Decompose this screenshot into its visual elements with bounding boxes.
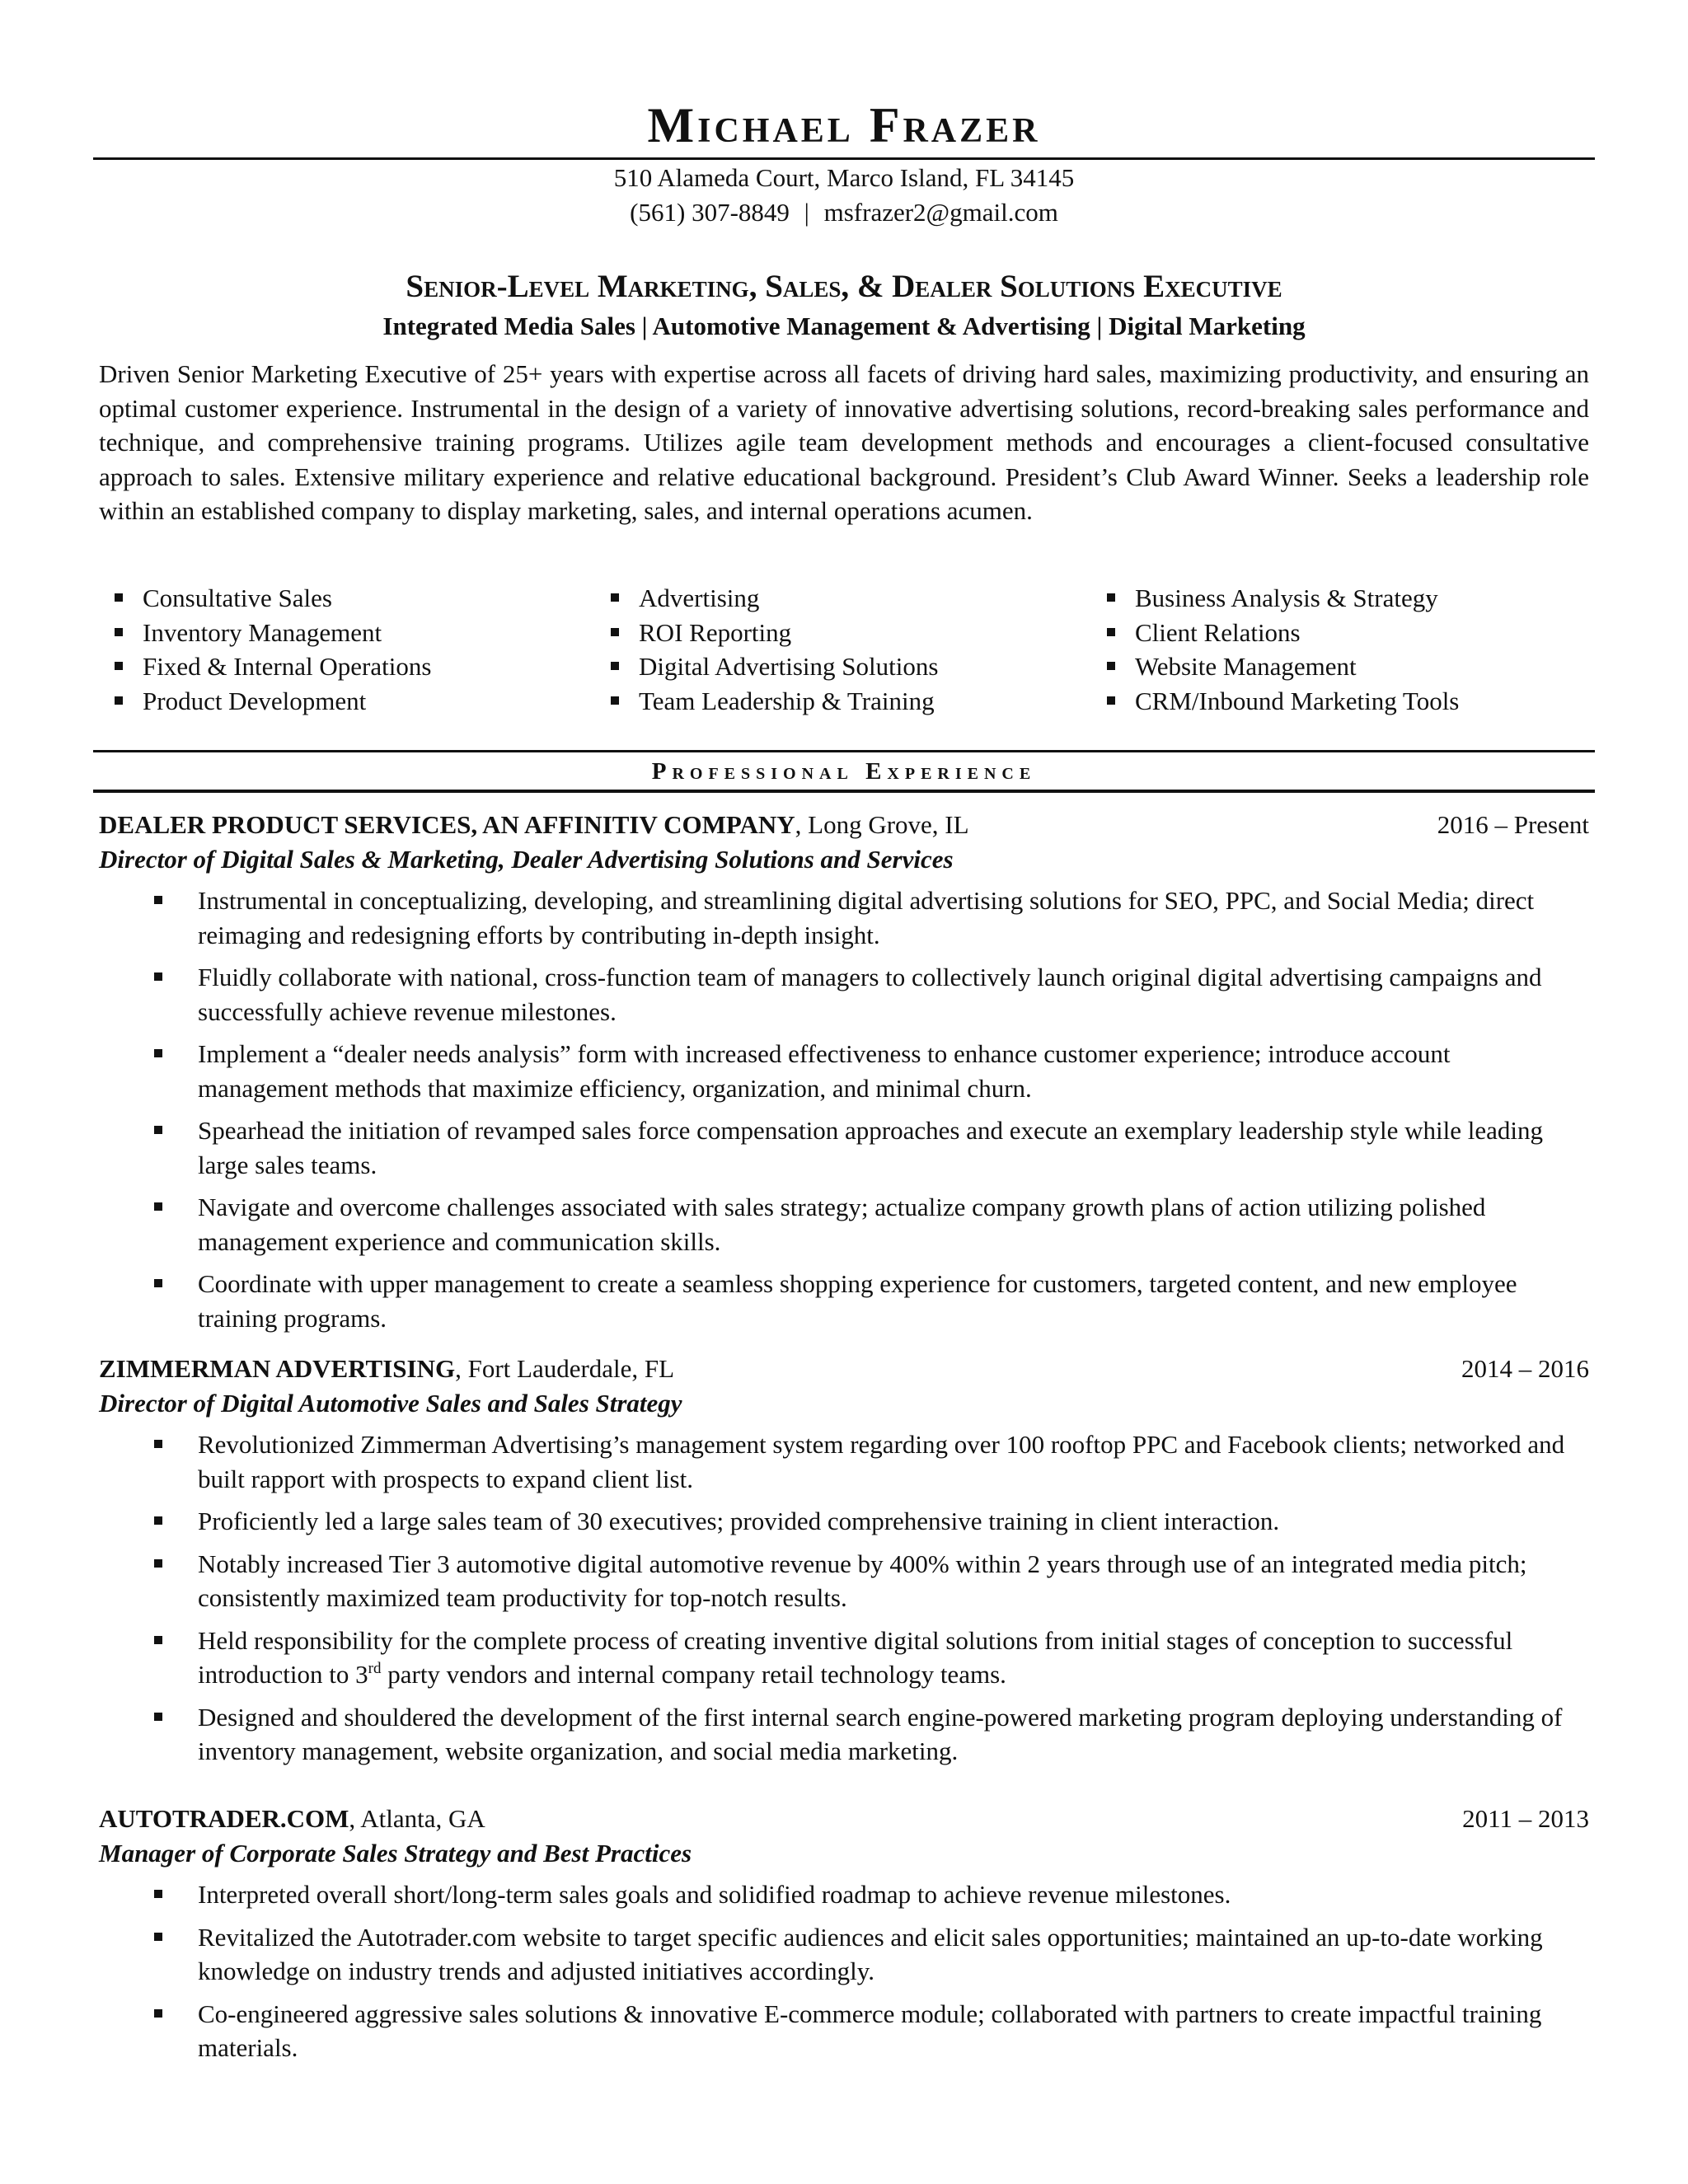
- section-divider-bottom: [93, 790, 1595, 793]
- header-divider: [93, 157, 1595, 160]
- bullet-icon: [115, 696, 123, 705]
- job-entry: [99, 808, 1589, 1343]
- bullet-icon: [154, 1126, 162, 1134]
- skills-column-1: [99, 581, 431, 718]
- skill-item: Advertising: [595, 581, 938, 616]
- skills-grid: [0, 581, 1688, 721]
- contact-line: [0, 196, 1688, 229]
- list-item: Interpreted overall short/long-term sales goals and solidified roadmap to achieve revenue milestones.: [99, 1877, 1589, 1912]
- summary: Driven Senior Marketing Executive of 25+ years with expertise across all facets of driving hard sales, maximizing productivity, and ensuring an optimal customer experience. Instrumental in the design of a variety of innovative advertising solutions, record-breaking sales performance and technique, and comprehensive training programs. Utilizes agile team development methods and encourages a client-focused consultative approach to sales. Extensive military experience and relative educational background. President’s Club Award Winner. Seeks a leadership role within an established company to display marketing, sales, and internal operations acumen.: [99, 359, 1589, 526]
- skill-item: Team Leadership & Training: [595, 684, 938, 719]
- email: msfrazer2@gmail.com: [823, 198, 1058, 227]
- list-item: Spearhead the initiation of revamped sales force compensation approaches and execute an exemplary leadership style while leading large sales teams.: [99, 1113, 1589, 1182]
- candidate-name: Michael Frazer: [647, 98, 1041, 152]
- bullet-icon: [154, 972, 162, 981]
- subheadline: Integrated Media Sales | Automotive Management & Advertising | Digital Marketing: [382, 312, 1306, 340]
- list-item: Proficiently led a large sales team of 30 executives; provided comprehensive training in client interaction.: [99, 1504, 1589, 1539]
- list-item: Held responsibility for the complete process of creating inventive digital solutions from initial stages of conception to successful introduction to 3rd party vendors and internal company retail technology teams.: [99, 1624, 1589, 1692]
- skill-item: Digital Advertising Solutions: [595, 649, 938, 684]
- job-bullets: [99, 1877, 1589, 2065]
- bullet-icon: [154, 1440, 162, 1448]
- bullet-icon: [154, 1636, 162, 1644]
- job-title: Director of Digital Automotive Sales and Sales Strategy: [99, 1389, 682, 1418]
- skills-column-2: [595, 581, 938, 718]
- job-location: , Long Grove, IL: [795, 810, 969, 839]
- skill-item: Client Relations: [1091, 616, 1459, 650]
- skill-item: Fixed & Internal Operations: [99, 649, 431, 684]
- company-name: ZIMMERMAN ADVERTISING: [99, 1354, 456, 1383]
- job-dates: 2011 – 2013: [1462, 1804, 1589, 1833]
- bullet-icon: [1107, 662, 1115, 670]
- bullet-icon: [1107, 696, 1115, 705]
- skill-item: Business Analysis & Strategy: [1091, 581, 1459, 616]
- address: 510 Alameda Court, Marco Island, FL 34145: [613, 163, 1075, 192]
- job-header: [99, 1352, 1589, 1386]
- bullet-icon: [611, 593, 619, 602]
- bullet-icon: [1107, 628, 1115, 636]
- list-item: Revolutionized Zimmerman Advertising’s management system regarding over 100 rooftop PPC and Facebook clients; networked and built rapport with prospects to expand client list.: [99, 1427, 1589, 1496]
- list-item: Implement a “dealer needs analysis” form with increased effectiveness to enhance customer experience; introduce account management methods that maximize efficiency, organization, and minimal churn.: [99, 1037, 1589, 1105]
- job-entry: [99, 1352, 1589, 1777]
- skill-item: Website Management: [1091, 649, 1459, 684]
- skill-item: Inventory Management: [99, 616, 431, 650]
- section-title-experience: Professional Experience: [651, 758, 1037, 785]
- skill-item: Consultative Sales: [99, 581, 431, 616]
- company-name: DEALER PRODUCT SERVICES, AN AFFINITIV COMPANY: [99, 810, 795, 839]
- bullet-icon: [154, 2009, 162, 2018]
- bullet-icon: [154, 1559, 162, 1568]
- job-header: [99, 808, 1589, 842]
- bullet-icon: [1107, 593, 1115, 602]
- list-item: Coordinate with upper management to create a seamless shopping experience for customers, targeted content, and new employee training programs.: [99, 1267, 1589, 1335]
- company-name: AUTOTRADER.COM: [99, 1804, 349, 1833]
- job-title: Director of Digital Sales & Marketing, Dealer Advertising Solutions and Services: [99, 845, 954, 874]
- headline: Senior-Level Marketing, Sales, & Dealer Solutions Executive: [406, 269, 1282, 304]
- list-item: Designed and shouldered the development of the first internal search engine-powered marketing program deploying understanding of inventory management, website organization, and social media marketing.: [99, 1700, 1589, 1769]
- bullet-icon: [611, 662, 619, 670]
- list-item: Instrumental in conceptualizing, developing, and streamlining digital advertising solutions for SEO, PPC, and Social Media; direct reimaging and redesigning efforts by contributing in-depth insight.: [99, 883, 1589, 952]
- list-item: Fluidly collaborate with national, cross-function team of managers to collectively launch original digital advertising campaigns and successfully achieve revenue milestones.: [99, 960, 1589, 1029]
- bullet-icon: [115, 662, 123, 670]
- bullet-icon: [115, 593, 123, 602]
- job-bullets: [99, 883, 1589, 1335]
- section-divider-top: [93, 750, 1595, 752]
- bullet-icon: [154, 1279, 162, 1287]
- skill-item: ROI Reporting: [595, 616, 938, 650]
- bullet-icon: [154, 1049, 162, 1057]
- bullet-icon: [154, 1713, 162, 1721]
- bullet-icon: [154, 1890, 162, 1898]
- bullet-icon: [154, 1933, 162, 1941]
- job-entry: [99, 1802, 1589, 2074]
- job-dates: 2014 – 2016: [1461, 1354, 1589, 1383]
- job-location: , Atlanta, GA: [349, 1804, 485, 1833]
- job-bullets: [99, 1427, 1589, 1769]
- bullet-icon: [611, 628, 619, 636]
- phone: (561) 307-8849: [630, 198, 790, 227]
- bullet-icon: [115, 628, 123, 636]
- list-item: Revitalized the Autotrader.com website to target specific audiences and elicit sales opportunities; maintained an up-to-date working knowledge on industry trends and adjusted initiatives accordingly.: [99, 1920, 1589, 1989]
- bullet-icon: [154, 1202, 162, 1211]
- job-title: Manager of Corporate Sales Strategy and Best Practices: [99, 1839, 692, 1868]
- skill-item: Product Development: [99, 684, 431, 719]
- list-item: Co-engineered aggressive sales solutions & innovative E-commerce module; collaborated with partners to create impactful training materials.: [99, 1997, 1589, 2065]
- skill-item: CRM/Inbound Marketing Tools: [1091, 684, 1459, 719]
- bullet-icon: [611, 696, 619, 705]
- bullet-icon: [154, 1516, 162, 1525]
- list-item: Notably increased Tier 3 automotive digital automotive revenue by 400% within 2 years through use of an integrated media pitch; consistently maximized team productivity for top-notch results.: [99, 1547, 1589, 1615]
- bullet-icon: [154, 896, 162, 904]
- job-header: [99, 1802, 1589, 1836]
- contact-separator: |: [804, 198, 809, 227]
- list-item: Navigate and overcome challenges associated with sales strategy; actualize company growth plans of action utilizing polished management experience and communication skills.: [99, 1190, 1589, 1258]
- skills-column-3: [1091, 581, 1459, 718]
- job-dates: 2016 – Present: [1437, 810, 1589, 839]
- job-location: , Fort Lauderdale, FL: [455, 1354, 675, 1383]
